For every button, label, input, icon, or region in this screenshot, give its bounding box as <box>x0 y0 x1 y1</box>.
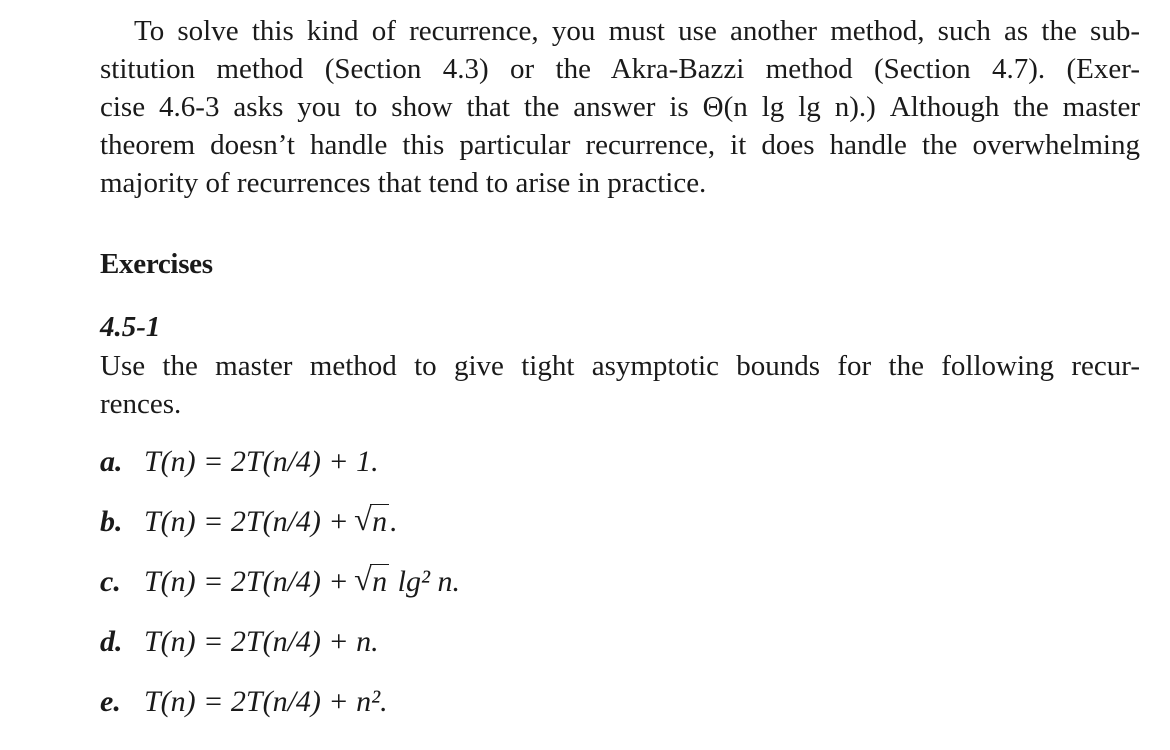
equation-text: T(n) = 2T(n/4) + n. <box>144 625 379 658</box>
equation-suffix: . <box>390 505 398 538</box>
paragraph-line: stitution method (Section 4.3) or the Akra-Bazzi method (Section 4.7). (Exer- <box>100 53 1140 85</box>
recurrence-equation <box>144 505 398 539</box>
item-label: b. <box>100 505 123 538</box>
equation-text: T(n) = 2T(n/4) + <box>144 565 357 598</box>
equation-text: T(n) = 2T(n/4) + 1. <box>144 445 379 478</box>
paragraph-line: theorem doesn’t handle this particular recurrence, it does handle the overwhelming <box>100 129 1140 161</box>
item-label: e. <box>100 685 121 718</box>
recurrence-equation <box>144 625 379 659</box>
body-paragraph <box>100 12 1140 202</box>
recurrence-item <box>100 685 388 725</box>
square-root-symbol <box>356 565 389 599</box>
prompt-line: Use the master method to give tight asymptotic bounds for the following recur- <box>100 350 1140 382</box>
exercise-prompt <box>100 347 1140 423</box>
square-root-symbol <box>356 505 389 539</box>
paragraph-line: cise 4.6-3 asks you to show that the answer is Θ(n lg lg n).) Although the master <box>100 91 1140 123</box>
radicand: n <box>372 565 388 598</box>
recurrence-equation <box>144 445 379 479</box>
exercises-heading: Exercises <box>100 248 213 280</box>
prompt-line: rences. <box>100 388 182 420</box>
equation-suffix: lg² n. <box>390 565 460 598</box>
equation-text: T(n) = 2T(n/4) + <box>144 505 357 538</box>
item-label: c. <box>100 565 121 598</box>
exercise-number: 4.5-1 <box>100 311 161 343</box>
item-label: d. <box>100 625 123 658</box>
paragraph-line: To solve this kind of recurrence, you must use another method, such as the sub- <box>134 15 1140 47</box>
paragraph-line: majority of recurrences that tend to arise in practice. <box>100 167 707 199</box>
recurrence-equation <box>144 685 388 719</box>
recurrence-item <box>100 565 460 605</box>
recurrence-item <box>100 505 398 545</box>
recurrence-item <box>100 445 379 485</box>
recurrence-equation <box>144 565 460 599</box>
radicand: n <box>372 505 388 538</box>
recurrence-item <box>100 625 379 665</box>
equation-text: T(n) = 2T(n/4) + n². <box>144 685 388 718</box>
item-label: a. <box>100 445 123 478</box>
